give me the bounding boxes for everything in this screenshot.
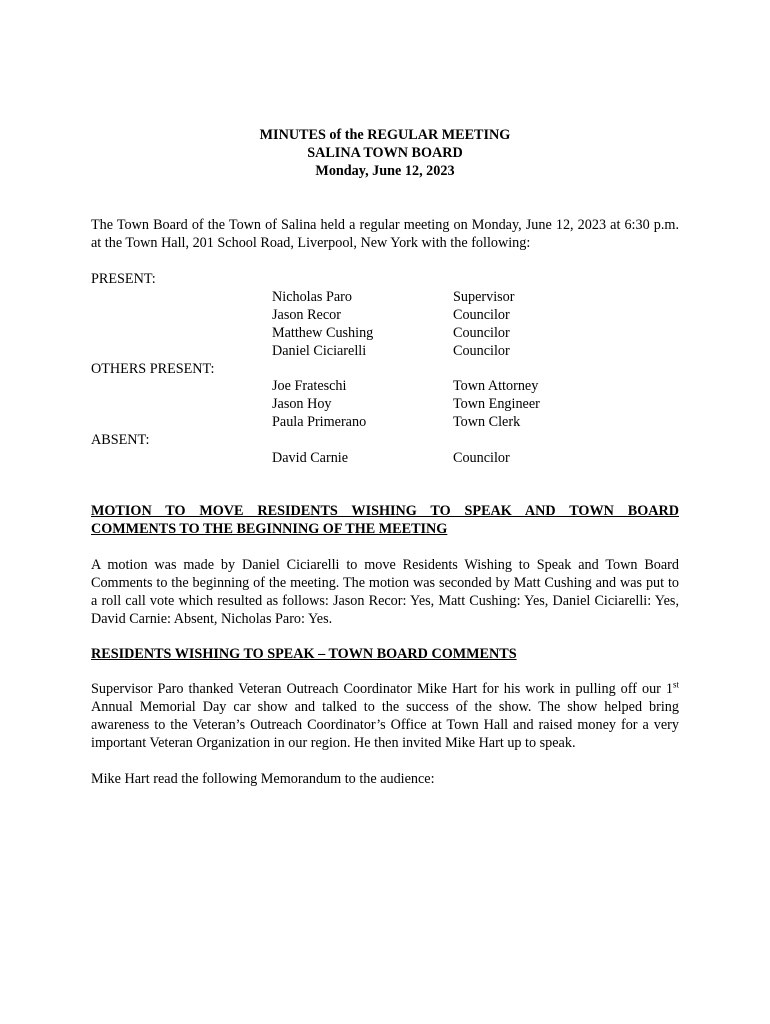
- attendee-role: Councilor: [453, 307, 510, 323]
- attendee-role: Councilor: [453, 343, 510, 359]
- residents-section-title: RESIDENTS WISHING TO SPEAK – TOWN BOARD COMMENTS: [91, 646, 517, 662]
- motion-section-title: [91, 502, 679, 538]
- attendee-name: Matthew Cushing: [272, 325, 374, 341]
- attendee-role: Town Clerk: [453, 414, 521, 430]
- attendee-name: Daniel Ciciarelli: [272, 343, 367, 359]
- attendee-role: Councilor: [453, 325, 510, 341]
- ordinal-suffix: st: [672, 679, 679, 690]
- motion-title-line-2: COMMENTS TO THE BEGINNING OF THE MEETING: [91, 521, 448, 537]
- heading-line-3: Monday, June 12, 2023: [315, 163, 455, 179]
- attendee-name: David Carnie: [272, 450, 349, 466]
- intro-paragraph: The Town Board of the Town of Salina held a regular meeting on Monday, June 12, 2023 at 6:30 p.m. at the Town Hall, 201 School Road, Liverpool, New York with the following:: [91, 217, 679, 251]
- minutes-heading: [0, 126, 770, 180]
- motion-title-line-1: MOTION TO MOVE RESIDENTS WISHING TO SPEAK AND TOWN BOARD: [91, 503, 679, 519]
- attendee-role: Supervisor: [453, 289, 515, 305]
- attendee-name: Jason Hoy: [272, 396, 332, 412]
- others-present-label: OTHERS PRESENT:: [91, 361, 215, 377]
- present-label: PRESENT:: [91, 271, 156, 287]
- heading-line-2: SALINA TOWN BOARD: [307, 145, 463, 161]
- attendee-role: Councilor: [453, 450, 510, 466]
- residents-paragraph: [91, 680, 679, 752]
- absent-label: ABSENT:: [91, 432, 150, 448]
- memorandum-intro: Mike Hart read the following Memorandum to the audience:: [91, 771, 435, 787]
- heading-line-1: MINUTES of the REGULAR MEETING: [259, 127, 511, 143]
- attendee-name: Paula Primerano: [272, 414, 367, 430]
- attendee-role: Town Attorney: [453, 378, 539, 394]
- attendee-name: Nicholas Paro: [272, 289, 352, 305]
- attendee-role: Town Engineer: [453, 396, 540, 412]
- attendee-name: Joe Frateschi: [272, 378, 347, 394]
- attendee-name: Jason Recor: [272, 307, 341, 323]
- residents-text-part-2: Annual Memorial Day car show and talked to the success of the show. The show helped bring awareness to the Veteran’s Outreach Coordinator’s Office at Town Hall and raised money for a very important Veteran Organization in our region. He then invited Mike Hart up to speak.: [91, 699, 679, 751]
- motion-paragraph: A motion was made by Daniel Ciciarelli to move Residents Wishing to Speak and Town Board Comments to the beginning of the meeting. The motion was seconded by Matt Cushing and was put to a roll call vote which resulted as follows: Jason Recor: Yes, Matt Cushing: Yes, Daniel Ciciarelli: Yes, David Carnie: Absent, Nicholas Paro: Yes.: [91, 557, 679, 627]
- residents-text-part-1: Supervisor Paro thanked Veteran Outreach Coordinator Mike Hart for his work in pulling off our 1: [91, 681, 673, 697]
